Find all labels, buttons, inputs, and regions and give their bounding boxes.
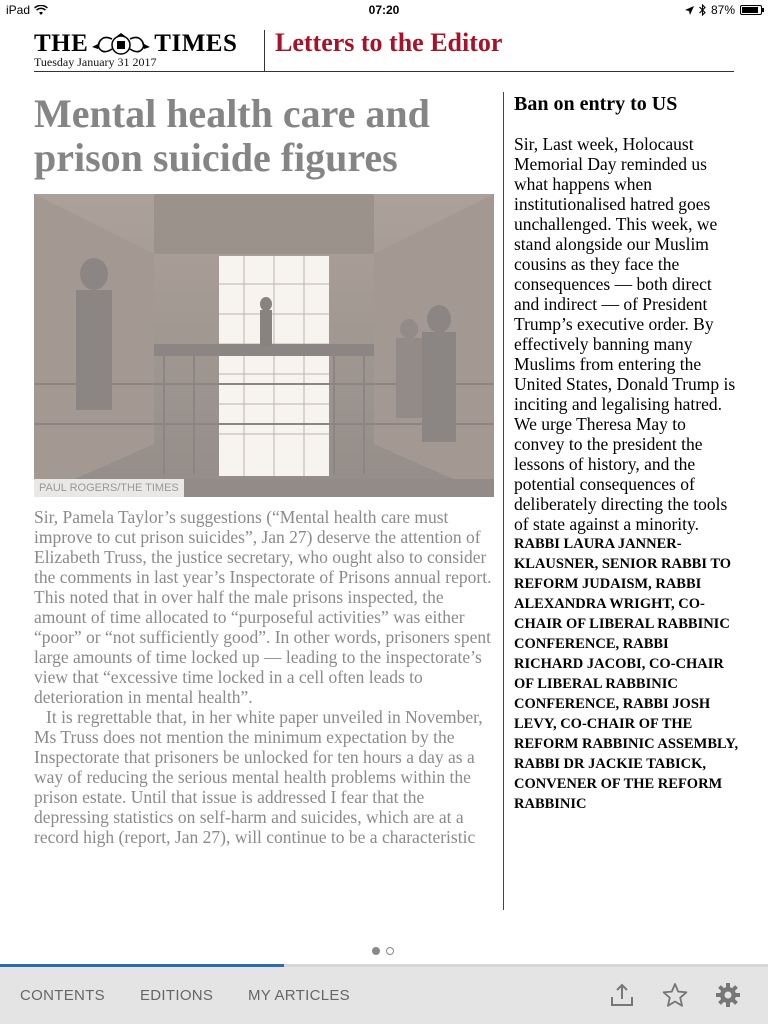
article-paragraph-2: It is regrettable that, in her white paper unveiled in November, Ms Truss does not mention the minimum expectation by the Inspectorate that prisoners be unlocked for ten hours a day as a way of reducing the serious mental health problems within the prison estate. Until that issue is addressed I fear that the depressing statistics on self-harm and suicides, which are at a record high (report, Jan 27), will continue to be a characteristic [34,707,483,847]
device-label: iPad [6,3,31,17]
article-headline: Mental health care and prison suicide figures [34,91,430,180]
article-mental-health[interactable] [34,92,494,847]
contents-button[interactable]: CONTENTS [20,987,105,1004]
share-icon[interactable] [609,982,635,1008]
status-bar [0,0,768,20]
battery-percent: 87% [710,3,735,17]
letter-title: Ban on entry to US [514,93,678,115]
column-divider [503,92,504,910]
photo-credit: PAUL ROGERS/THE TIMES [34,479,184,497]
status-right [685,3,762,17]
page-dot-2[interactable] [386,947,394,955]
location-arrow-icon [685,6,694,15]
bluetooth-icon [699,4,706,16]
article-paragraph-1: Sir, Pamela Taylor’s suggestions (“Mental health care must improve to cut prison suicides”, Jan 27) deserve the attention of Elizabeth Truss, the justice secretary, who ought also to consider the comments in last year’s Inspectorate of Prisons annual report. This noted that in over half the male prisons inspected, the amount of time allocated to “purposeful activities” was either “poor” or “not sufficiently good”. In other words, prisoners spent large amounts of time locked up — leading to the inspectorate’s view that “excessive time locked in a cell often leads to deterioration in mental health”. [34,507,492,707]
battery-icon [740,5,762,15]
letter-signatories: RABBI LAURA JANNER-KLAUSNER, SENIOR RABBI TO REFORM JUDAISM, RABBI ALEXANDRA WRIGHT, CO-CHAIR OF LIBERAL RABBINIC CONFERENCE, RABBI RICHARD JACOBI, CO-CHAIR OF LIBERAL RABBINIC CONFERENCE, RABBI JOSH LEVY, CO-CHAIR OF THE REFORM RABBINIC ASSEMBLY, RABBI DR JACKIE TABICK, CONVENER OF THE REFORM RABBINIC [514,536,739,812]
edition-date: Tuesday January 31 2017 [34,55,157,69]
status-time: 07:20 [368,3,400,17]
masthead [34,28,734,72]
page-indicator[interactable] [372,947,394,955]
logo-word-the: THE [34,30,89,57]
page-dot-1[interactable] [372,947,380,955]
prison-interior-image [34,194,494,497]
star-icon[interactable] [662,982,688,1008]
gear-icon[interactable] [715,982,741,1008]
letter-ban-on-entry[interactable] [514,93,740,910]
royal-crest-icon [90,33,152,55]
section-title: Letters to the Editor [275,28,503,57]
letter-body: Sir, Last week, Holocaust Memorial Day reminded us what happens when institutionalised hatred goes unchallenged. This week, we stand alongside our Muslim cousins as they face the consequences — both direct and indirect — of President Trump’s executive order. By effectively banning many Muslims from entering the United States, Donald Trump is inciting and legalising hatred. We urge Theresa May to convey to the president the lessons of history, and the potential consequences of deliberately directing the tools of state against a minority. [514,134,736,534]
logo-word-times: TIMES [154,30,238,57]
bottom-toolbar [0,967,768,1024]
masthead-divider [264,30,265,72]
times-logo[interactable] [34,30,237,58]
article-body [34,507,494,847]
prison-photo [34,194,494,497]
my-articles-button[interactable]: MY ARTICLES [248,987,350,1004]
editions-button[interactable]: EDITIONS [140,987,214,1004]
